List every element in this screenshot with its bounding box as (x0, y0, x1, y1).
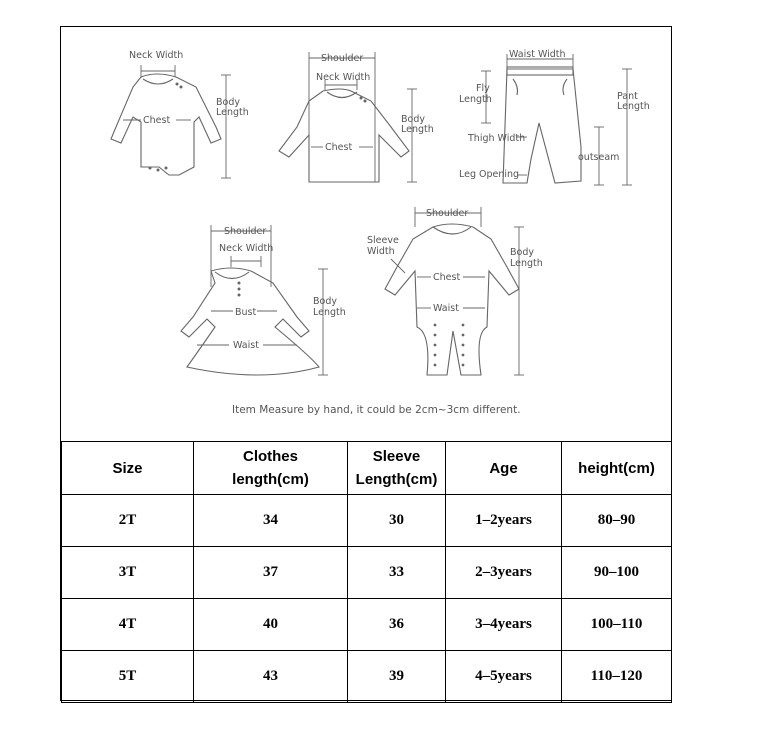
pants-outseam-label: outseam (578, 152, 620, 163)
top-length-label: Length (401, 124, 434, 135)
dress-shoulder-label: Shoulder (224, 226, 267, 237)
top-neck-width-label: Neck Width (316, 72, 371, 83)
height-cell: 100–110 (562, 599, 672, 651)
romper-shoulder-label: Shoulder (426, 208, 469, 219)
header-age: Age (446, 442, 562, 495)
bodysuit-body-label: Body (216, 97, 240, 108)
sleeve-length-cell: 33 (348, 547, 446, 599)
table-row (62, 547, 672, 599)
bodysuit-length-label: Length (216, 107, 249, 118)
dress-body-label: Body (313, 296, 337, 307)
romper-waist-label: Waist (433, 303, 459, 314)
romper-body-label: Body (510, 247, 534, 258)
size-cell: 3T (62, 547, 194, 599)
romper-sleeve-label: Sleeve (367, 235, 399, 246)
size-cell: 2T (62, 495, 194, 547)
clothes-length-cell: 37 (194, 547, 348, 599)
pants-leg-opening-label: Leg Opening (459, 169, 520, 180)
sleeve-length-cell: 39 (348, 651, 446, 703)
bodysuit-illustration (111, 65, 231, 178)
clothes-length-cell: 40 (194, 599, 348, 651)
table-header-row (62, 442, 672, 495)
sleeve-length-cell: 36 (348, 599, 446, 651)
pants-waist-width-label: Waist Width (509, 49, 566, 60)
clothes-length-cell: 43 (194, 651, 348, 703)
size-cell: 5T (62, 651, 194, 703)
pants-length-label: Length (617, 101, 650, 112)
bodysuit-chest-label: Chest (143, 115, 171, 126)
size-cell: 4T (62, 599, 194, 651)
dress-neck-width-label: Neck Width (219, 243, 274, 254)
size-table (61, 441, 672, 703)
bodysuit-neck-width-label: Neck Width (129, 50, 184, 61)
sleeve-length-cell: 30 (348, 495, 446, 547)
header-height: height(cm) (562, 442, 672, 495)
measurement-diagram-svg (61, 27, 671, 441)
measurement-note: Item Measure by hand, it could be 2cm~3cm different. (232, 404, 521, 416)
header-clothes-length: Clothes length(cm) (194, 442, 348, 495)
size-chart-sheet (60, 26, 672, 701)
height-cell: 90–100 (562, 547, 672, 599)
age-cell: 1–2years (446, 495, 562, 547)
pants-fly-label: Fly (476, 83, 490, 94)
age-cell: 2–3years (446, 547, 562, 599)
dress-waist-label: Waist (233, 340, 259, 351)
romper-illustration (385, 207, 524, 375)
romper-chest-label: Chest (433, 272, 461, 283)
clothes-length-cell: 34 (194, 495, 348, 547)
age-cell: 4–5years (446, 651, 562, 703)
table-row (62, 495, 672, 547)
height-cell: 80–90 (562, 495, 672, 547)
dress-length-label: Length (313, 307, 346, 318)
table-row (62, 651, 672, 703)
table-row (62, 599, 672, 651)
pants-thigh-width-label: Thigh Width (468, 133, 526, 144)
top-chest-label: Chest (325, 142, 353, 153)
romper-width-label: Width (367, 246, 395, 257)
age-cell: 3–4years (446, 599, 562, 651)
header-sleeve-length: Sleeve Length(cm) (348, 442, 446, 495)
romper-length-label: Length (510, 258, 543, 269)
header-size: Size (62, 442, 194, 495)
pants-fly-length-label: Length (459, 94, 492, 105)
top-body-label: Body (401, 114, 425, 125)
measurement-diagram (61, 27, 671, 441)
pants-pant-label: Pant (617, 91, 638, 102)
dress-bust-label: Bust (235, 307, 257, 318)
height-cell: 110–120 (562, 651, 672, 703)
top-shoulder-label: Shoulder (321, 53, 364, 64)
pants-illustration (481, 54, 632, 185)
